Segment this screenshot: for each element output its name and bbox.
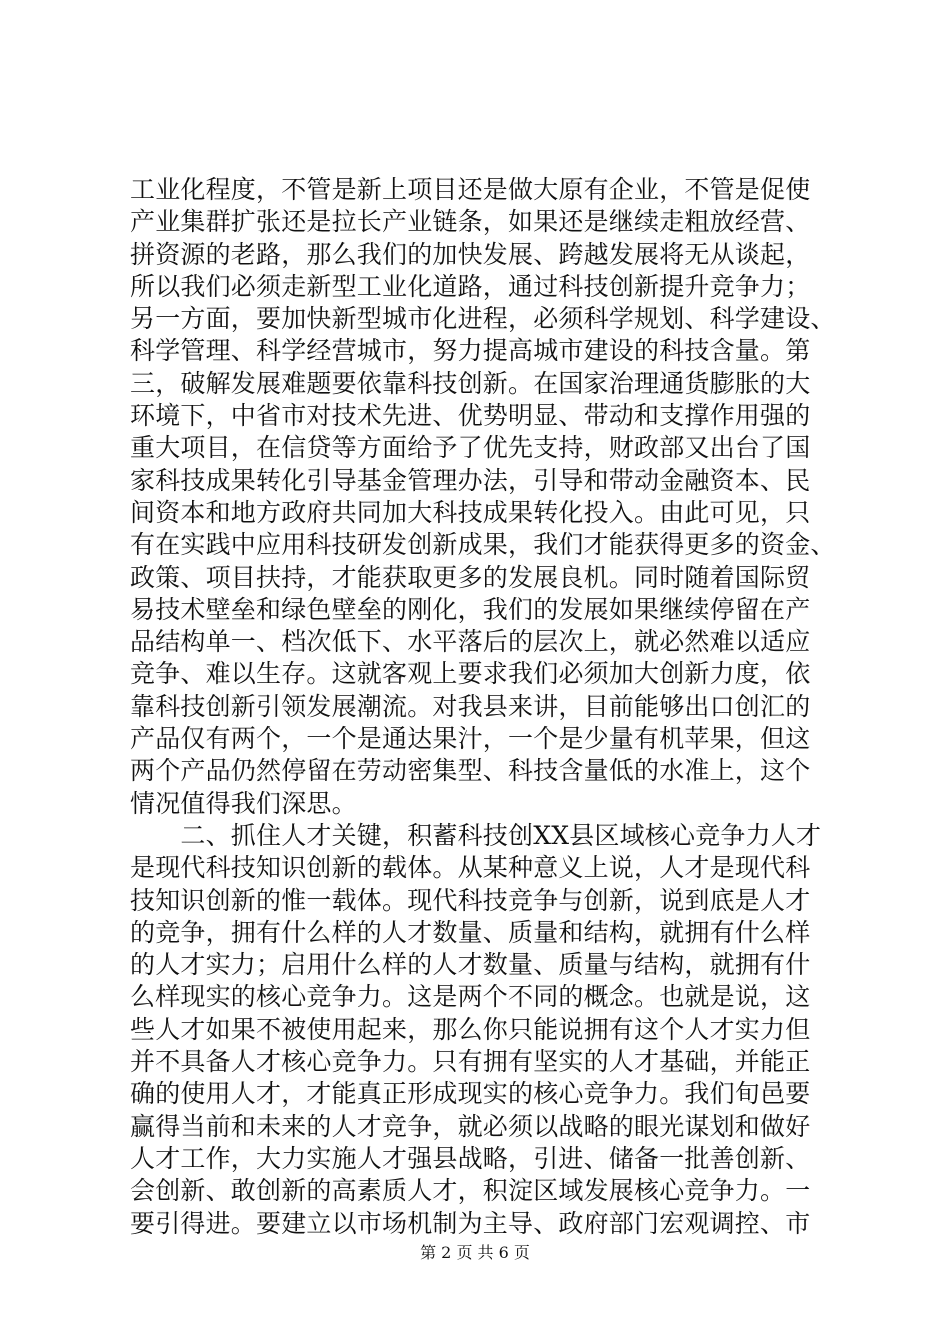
body-text — [130, 174, 836, 1240]
text-line: 家科技成果转化引导基金管理办法，引导和带动金融资本、民 — [130, 465, 811, 495]
text-line: 三，破解发展难题要依靠科技创新。在国家治理通货膨胀的大 — [130, 368, 811, 398]
text-line: 重大项目，在信贷等方面给予了优先支持，财政部又出台了国 — [130, 433, 811, 463]
text-line: 要引得进。要建立以市场机制为主导、政府部门宏观调控、市 — [130, 1208, 811, 1238]
text-line: 确的使用人才，才能真正形成现实的核心竞争力。我们旬邑要 — [130, 1079, 811, 1109]
text-line: 么样现实的核心竞争力。这是两个不同的概念。也就是说，这 — [130, 982, 811, 1012]
text-line: 些人才如果不被使用起来，那么你只能说拥有这个人才实力但 — [130, 1014, 811, 1044]
text-line: 技知识创新的惟一载体。现代科技竞争与创新，说到底是人才 — [130, 885, 811, 915]
text-line: 工业化程度，不管是新上项目还是做大原有企业，不管是促使 — [130, 175, 811, 204]
text-line: 人才工作，大力实施人才强县战略，引进、储备一批善创新、 — [130, 1143, 811, 1173]
text-line: 赢得当前和未来的人才竞争，就必须以战略的眼光谋划和做好 — [130, 1111, 811, 1141]
text-line: 靠科技创新引领发展潮流。对我县来讲，目前能够出口创汇的 — [130, 691, 811, 721]
text-line: 竞争、难以生存。这就客观上要求我们必须加大创新力度，依 — [130, 659, 811, 689]
text-line: 的竞争，拥有什么样的人才数量、质量和结构，就拥有什么样 — [130, 917, 811, 947]
text-line: 政策、项目扶持，才能获取更多的发展良机。同时随着国际贸 — [130, 562, 811, 592]
text-line: 产品仅有两个，一个是通达果汁，一个是少量有机苹果，但这 — [130, 724, 811, 754]
page-number-footer: 第 2 页 共 6 页 — [420, 1243, 530, 1262]
text-line: 情况值得我们深思。 — [130, 788, 357, 818]
text-line: 所以我们必须走新型工业化道路，通过科技创新提升竞争力； — [130, 271, 811, 301]
section-heading-line: 二、抓住人才关键，积蓄科技创XX县区域核心竞争力人才 — [130, 820, 822, 850]
text-line: 并不具备人才核心竞争力。只有拥有坚实的人才基础，并能正 — [130, 1047, 811, 1077]
text-line: 会创新、敢创新的高素质人才，积淀区域发展核心竞争力。一 — [130, 1176, 811, 1206]
text-line: 另一方面，要加快新型城市化进程，必须科学规划、科学建设、 — [130, 304, 836, 334]
text-line: 有在实践中应用科技研发创新成果，我们才能获得更多的资金、 — [130, 530, 836, 560]
text-line: 拼资源的老路，那么我们的加快发展、跨越发展将无从谈起， — [130, 239, 811, 269]
text-line: 环境下，中省市对技术先进、优势明显、带动和支撑作用强的 — [130, 401, 811, 431]
text-line: 科学管理、科学经营城市，努力提高城市建设的科技含量。第 — [130, 336, 811, 366]
text-line: 品结构单一、档次低下、水平落后的层次上，就必然难以适应 — [130, 627, 811, 657]
text-line: 产业集群扩张还是拉长产业链条，如果还是继续走粗放经营、 — [130, 207, 811, 237]
text-line: 是现代科技知识创新的载体。从某种意义上说，人才是现代科 — [130, 853, 811, 883]
text-line: 两个产品仍然停留在劳动密集型、科技含量低的水准上，这个 — [130, 756, 811, 786]
text-line: 易技术壁垒和绿色壁垒的刚化，我们的发展如果继续停留在产 — [130, 594, 811, 624]
text-line: 间资本和地方政府共同加大科技成果转化投入。由此可见，只 — [130, 497, 811, 527]
text-line: 的人才实力；启用什么样的人才数量、质量与结构，就拥有什 — [130, 950, 811, 980]
